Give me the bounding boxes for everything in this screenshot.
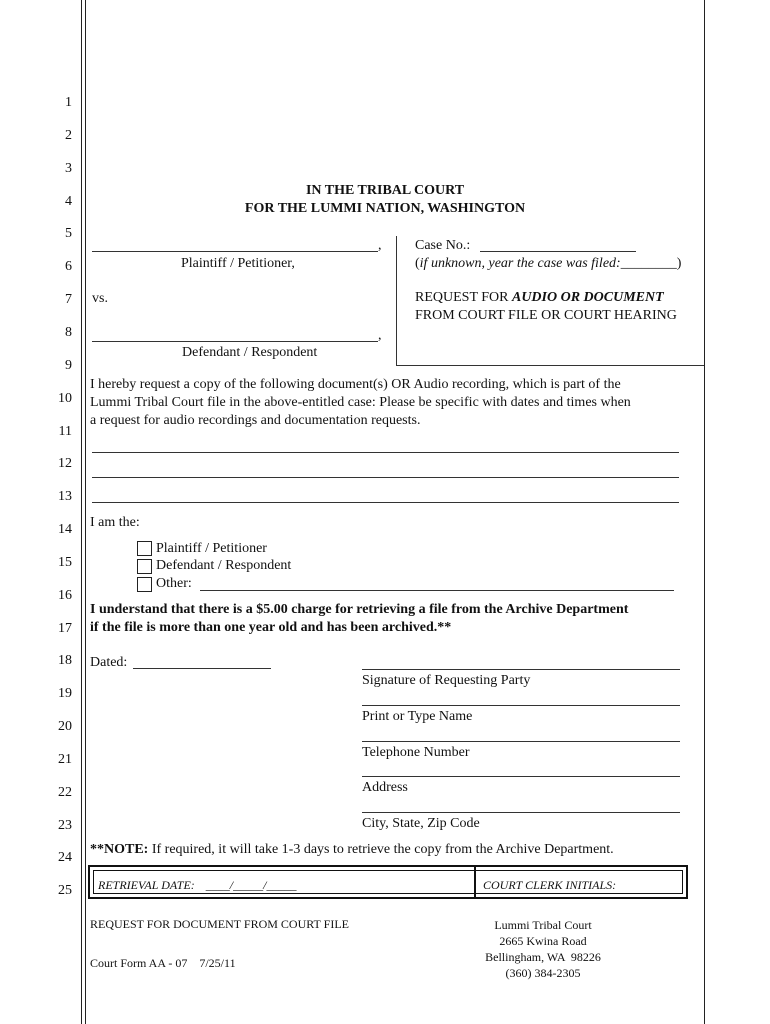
- defendant-comma: ,: [378, 328, 382, 343]
- footer-address-line: (360) 384-2305: [505, 966, 581, 980]
- footer-court-address: [463, 917, 623, 981]
- case-number-field[interactable]: [480, 251, 636, 252]
- right-margin-rule: [704, 0, 705, 1024]
- clerk-use-box: [88, 865, 688, 899]
- other-checkbox[interactable]: [137, 577, 152, 592]
- request-type-line1: [415, 290, 664, 306]
- retrieval-date-field[interactable]: ____/_____/_____: [205, 878, 297, 892]
- plaintiff-name-line[interactable]: [92, 251, 378, 252]
- line-number: 3: [65, 161, 72, 176]
- line-number: 10: [58, 391, 72, 406]
- plaintiff-checkbox[interactable]: [137, 541, 152, 556]
- line-number: 23: [58, 818, 72, 833]
- dated-field[interactable]: [133, 668, 271, 669]
- telephone-line[interactable]: [362, 741, 680, 742]
- line-number: 8: [65, 325, 72, 340]
- court-title-line1: IN THE TRIBAL COURT: [305, 183, 465, 198]
- defendant-label: Defendant / Respondent: [182, 345, 318, 360]
- footer-form-number: Court Form AA - 07 7/25/11: [90, 956, 236, 970]
- signature-label: Signature of Requesting Party: [362, 673, 531, 688]
- left-margin-rule: [81, 0, 82, 1024]
- retrieval-date-label: RETRIEVAL DATE:: [98, 878, 195, 892]
- case-unknown-text: if unknown, year the case was filed:: [419, 256, 621, 271]
- line-number: 6: [65, 259, 72, 274]
- city-state-zip-line[interactable]: [362, 812, 680, 813]
- line-number: 25: [58, 883, 72, 898]
- defendant-name-line[interactable]: [92, 341, 378, 342]
- footer-address-line: Lummi Tribal Court: [494, 918, 592, 932]
- line-number: 20: [58, 719, 72, 734]
- retrieval-date: [98, 878, 296, 893]
- line-number: 7: [65, 292, 72, 307]
- line-number: 22: [58, 785, 72, 800]
- clerk-box-divider: [474, 867, 476, 897]
- case-unknown-year: [415, 256, 681, 272]
- dated-label: Dated:: [90, 655, 128, 670]
- court-title-line2: FOR THE LUMMI NATION, WASHINGTON: [244, 201, 526, 216]
- case-unknown-close: ): [676, 256, 682, 271]
- city-state-zip-label: City, State, Zip Code: [362, 816, 480, 831]
- line-number: 18: [58, 653, 72, 668]
- description-line[interactable]: [92, 452, 679, 453]
- note-label: **NOTE:: [90, 842, 149, 857]
- description-line[interactable]: [92, 477, 679, 478]
- defendant-option-label: Defendant / Respondent: [156, 558, 292, 573]
- case-number-label: Case No.:: [415, 238, 471, 253]
- charge-notice-line2: if the file is more than one year old and has been archived.**: [90, 620, 452, 635]
- request-paragraph-line1: I hereby request a copy of the following document(s) OR Audio recording, which is part of the: [90, 377, 621, 392]
- request-prefix: REQUEST FOR: [415, 290, 512, 305]
- request-paragraph-line2: Lummi Tribal Court file in the above-entitled case: Please be specific with dates and times when: [90, 395, 631, 410]
- print-name-label: Print or Type Name: [362, 709, 473, 724]
- plaintiff-option-label: Plaintiff / Petitioner: [156, 541, 267, 556]
- description-line[interactable]: [92, 502, 679, 503]
- line-number: 15: [58, 555, 72, 570]
- note-body: If required, it will take 1-3 days to retrieve the copy from the Archive Department.: [148, 842, 614, 857]
- footer-address-line: Bellingham, WA 98226: [485, 950, 601, 964]
- line-number: 13: [58, 489, 72, 504]
- line-number: 19: [58, 686, 72, 701]
- line-number: 11: [58, 424, 72, 439]
- telephone-label: Telephone Number: [362, 745, 470, 760]
- line-number: 17: [58, 621, 72, 636]
- charge-notice-line1: I understand that there is a $5.00 charge for retrieving a file from the Archive Department: [90, 602, 629, 617]
- address-line[interactable]: [362, 776, 680, 777]
- line-number: 2: [65, 128, 72, 143]
- request-paragraph-line3: a request for audio recordings and documentation requests.: [90, 413, 421, 428]
- footer-address-line: 2665 Kwina Road: [499, 934, 587, 948]
- other-field[interactable]: [200, 590, 674, 591]
- address-label: Address: [362, 780, 408, 795]
- request-type-line2: FROM COURT FILE OR COURT HEARING: [415, 308, 677, 323]
- line-number: 16: [58, 588, 72, 603]
- line-number: 5: [65, 226, 72, 241]
- line-number: 4: [65, 194, 72, 209]
- left-margin-rule-inner: [85, 0, 86, 1024]
- request-emphasis: AUDIO OR DOCUMENT: [511, 290, 664, 305]
- print-name-line[interactable]: [362, 705, 680, 706]
- footer-form-title: REQUEST FOR DOCUMENT FROM COURT FILE: [90, 917, 349, 931]
- plaintiff-label: Plaintiff / Petitioner,: [181, 256, 295, 271]
- line-number: 14: [58, 522, 72, 537]
- line-number: 12: [58, 456, 72, 471]
- caption-divider-vertical: [396, 236, 397, 366]
- caption-divider-horizontal: [396, 365, 704, 366]
- line-number: 1: [65, 95, 72, 110]
- line-number: 24: [58, 850, 72, 865]
- vs-label: vs.: [92, 291, 108, 306]
- clerk-initials-label: COURT CLERK INITIALS:: [483, 878, 617, 892]
- defendant-checkbox[interactable]: [137, 559, 152, 574]
- signature-line[interactable]: [362, 669, 680, 670]
- line-number: 9: [65, 358, 72, 373]
- i-am-the-label: I am the:: [90, 515, 140, 530]
- case-unknown-blank[interactable]: ________: [620, 256, 677, 271]
- other-option-label: Other:: [156, 576, 192, 591]
- plaintiff-comma: ,: [378, 238, 382, 253]
- case-unknown-open: (: [415, 256, 420, 271]
- note-text: [90, 842, 614, 858]
- line-number: 21: [58, 752, 72, 767]
